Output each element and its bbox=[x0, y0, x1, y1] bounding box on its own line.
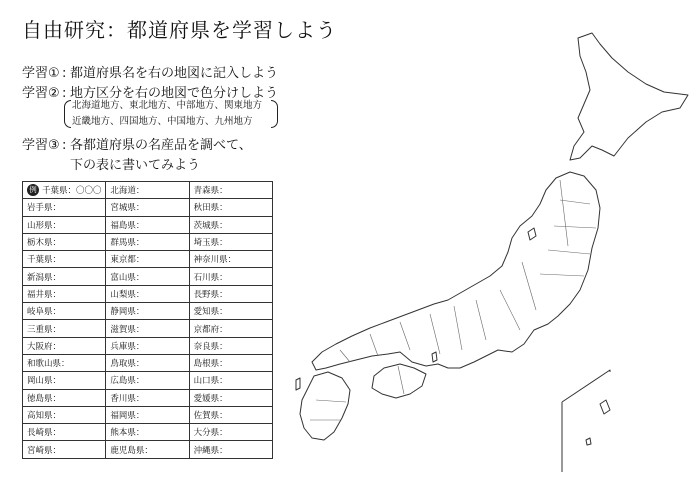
hokkaido-shape bbox=[570, 33, 688, 160]
page-title: 自由研究：都道府県を学習しよう bbox=[22, 18, 337, 42]
border-13 bbox=[340, 350, 350, 362]
okinawa-island bbox=[600, 400, 610, 414]
border-14 bbox=[398, 366, 404, 394]
step-3-label: 学習③ bbox=[22, 138, 60, 153]
prefecture-cell[interactable]: 長野県： bbox=[189, 285, 272, 302]
border-10 bbox=[430, 314, 440, 354]
prefecture-cell[interactable]: 佐賀県： bbox=[189, 406, 272, 423]
region-line-1: 北海道地方、東北地方、中部地方、関東地方 bbox=[72, 100, 263, 111]
prefecture-cell[interactable]: 山形県： bbox=[23, 216, 106, 233]
step-2-label: 学習② bbox=[22, 86, 60, 101]
prefecture-cell[interactable]: 秋田県： bbox=[189, 199, 272, 216]
prefecture-cell[interactable]: 埼玉県： bbox=[189, 233, 272, 250]
prefecture-cell[interactable]: 石川県： bbox=[189, 268, 272, 285]
prefecture-cell[interactable]: 長崎県： bbox=[23, 424, 106, 441]
prefecture-cell[interactable]: 青森県： bbox=[189, 182, 272, 199]
prefecture-cell[interactable]: 徳島県： bbox=[23, 389, 106, 406]
example-text: 千葉県：〇〇〇 bbox=[42, 185, 102, 196]
step-2-text: 地方区分を右の地図で色分けしよう bbox=[70, 86, 279, 101]
prefecture-cell[interactable]: 香川県： bbox=[106, 389, 189, 406]
sado-island bbox=[528, 228, 536, 240]
border-7 bbox=[500, 290, 520, 330]
prefecture-cell[interactable]: 岡山県： bbox=[23, 372, 106, 389]
prefecture-cell[interactable]: 栃木県： bbox=[23, 233, 106, 250]
border-5 bbox=[560, 180, 568, 246]
honshu-shape bbox=[312, 172, 600, 370]
prefecture-cell[interactable]: 東京都： bbox=[106, 251, 189, 268]
prefecture-cell[interactable]: 鳥取県： bbox=[106, 354, 189, 371]
border-8 bbox=[476, 300, 486, 340]
okinawa-frame bbox=[562, 370, 610, 472]
prefecture-cell[interactable]: 高知県： bbox=[23, 406, 106, 423]
prefecture-cell[interactable]: 神奈川県： bbox=[189, 251, 272, 268]
prefecture-cell[interactable]: 島根県： bbox=[189, 354, 272, 371]
prefecture-cell[interactable]: 滋賀県： bbox=[106, 320, 189, 337]
prefecture-cell[interactable]: 奈良県： bbox=[189, 337, 272, 354]
prefecture-cell[interactable]: 兵庫県： bbox=[106, 337, 189, 354]
step-1-colon: : bbox=[62, 66, 67, 81]
prefecture-cell[interactable]: 宮崎県： bbox=[23, 441, 106, 458]
prefecture-cell[interactable]: 和歌山県： bbox=[23, 354, 106, 371]
prefecture-cell[interactable]: 山口県： bbox=[189, 372, 272, 389]
prefecture-cell[interactable]: 愛媛県： bbox=[189, 389, 272, 406]
border-9 bbox=[454, 306, 462, 350]
border-15 bbox=[316, 400, 346, 402]
okinawa-island-small bbox=[586, 438, 591, 445]
prefecture-cell[interactable]: 宮城県： bbox=[106, 199, 189, 216]
prefecture-cell[interactable]: 富山県： bbox=[106, 268, 189, 285]
prefecture-cell[interactable]: 北海道： bbox=[106, 182, 189, 199]
prefecture-cell[interactable]: 大阪府： bbox=[23, 337, 106, 354]
prefecture-cell[interactable]: 茨城県： bbox=[189, 216, 272, 233]
prefecture-cell[interactable]: 三重県： bbox=[23, 320, 106, 337]
prefecture-cell[interactable]: 群馬県： bbox=[106, 233, 189, 250]
border-6 bbox=[522, 262, 536, 310]
prefecture-cell[interactable]: 福井県： bbox=[23, 285, 106, 302]
border-4 bbox=[540, 274, 584, 276]
border-2 bbox=[554, 226, 596, 228]
region-line-2: 近畿地方、四国地方、中国地方、九州地方 bbox=[72, 116, 253, 127]
prefecture-cell[interactable]: 山梨県： bbox=[106, 285, 189, 302]
prefecture-cell[interactable]: 広島県： bbox=[106, 372, 189, 389]
border-11 bbox=[400, 322, 410, 350]
step-1-label: 学習① bbox=[22, 66, 60, 81]
border-1 bbox=[560, 200, 590, 204]
border-3 bbox=[548, 250, 590, 254]
prefecture-cell[interactable]: 沖縄県： bbox=[189, 441, 272, 458]
step-2-colon: : bbox=[62, 86, 67, 101]
prefecture-cell[interactable]: 京都府： bbox=[189, 320, 272, 337]
step-3-text: 各都道府県の名産品を調べて、 bbox=[70, 138, 252, 153]
example-mark: 例 bbox=[27, 184, 39, 196]
shikoku-shape bbox=[372, 364, 426, 398]
prefecture-cell[interactable]: 静岡県： bbox=[106, 303, 189, 320]
kyushu-shape bbox=[300, 372, 350, 440]
prefecture-cell[interactable]: 福島県： bbox=[106, 216, 189, 233]
step-3-colon: : bbox=[62, 138, 67, 153]
awaji-island bbox=[432, 352, 437, 362]
border-12 bbox=[370, 334, 378, 356]
prefecture-cell[interactable]: 千葉県： bbox=[23, 251, 106, 268]
prefecture-cell[interactable]: 新潟県： bbox=[23, 268, 106, 285]
prefecture-cell[interactable]: 岩手県： bbox=[23, 199, 106, 216]
tsushima-island bbox=[296, 378, 300, 390]
step-1-text: 都道府県名を右の地図に記入しよう bbox=[70, 66, 279, 81]
prefecture-cell[interactable]: 大分県： bbox=[189, 424, 272, 441]
step-3-text-2: 下の表に書いてみよう bbox=[70, 158, 201, 173]
prefecture-cell[interactable]: 岐阜県： bbox=[23, 303, 106, 320]
prefecture-cell[interactable]: 福岡県： bbox=[106, 406, 189, 423]
prefecture-cell[interactable]: 鹿児島県： bbox=[106, 441, 189, 458]
prefecture-cell[interactable]: 熊本県： bbox=[106, 424, 189, 441]
prefecture-cell[interactable]: 愛知県： bbox=[189, 303, 272, 320]
